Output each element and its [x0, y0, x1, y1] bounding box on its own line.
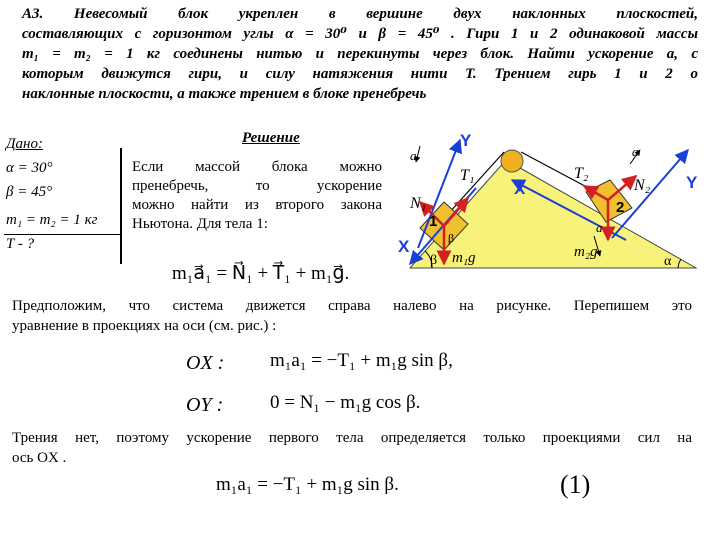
label-n1: N₁ — [410, 195, 427, 212]
given-divider-vertical — [120, 148, 122, 264]
label-x-mid: X — [514, 179, 526, 198]
solution-line: можно найти из второго закона — [132, 197, 382, 213]
equation-number: (1) — [560, 470, 591, 499]
paragraph-line: Трения нет, поэтому ускорение первого тела определяется только проекциями сил на — [12, 430, 692, 446]
paragraph-line: Предположим, что система движется справа налево на рисунке. Перепишем это — [12, 298, 692, 314]
given-beta: β = 45° — [6, 184, 53, 200]
solution-line: пренебречь, то ускорение — [132, 178, 382, 194]
given-alpha: α = 30° — [6, 160, 53, 176]
label-m1g: m₁g — [452, 250, 476, 266]
label-t1: T₁ — [460, 167, 475, 184]
paragraph-no-friction — [12, 428, 692, 468]
paragraph-line: уравнение в проекциях на оси (см. рис.) : — [12, 318, 277, 334]
given-title: Дано: — [6, 136, 43, 152]
paragraph-line: ось OX . — [12, 450, 67, 466]
solution-line: Если массой блока можно — [132, 159, 382, 175]
label-n2: N₂ — [634, 177, 651, 194]
newton-equation: m₁a⃗₁ = N⃗₁ + T⃗₁ + m₁g⃗. — [172, 263, 350, 284]
problem-statement — [22, 4, 698, 104]
label-a-down: a — [596, 220, 603, 235]
problem-line: составляющих с горизонтом углы α = 30⁰ и β = 45⁰ . Гири 1 и 2 одинаковой массы — [22, 26, 698, 42]
label-t2: T₂ — [574, 165, 589, 182]
inclined-planes-figure — [396, 128, 714, 286]
pulley — [501, 150, 523, 172]
accel-left-arrow — [416, 146, 420, 162]
label-body-1: 1 — [429, 213, 438, 230]
y-axis-right — [612, 150, 688, 238]
ox-label: OX : — [186, 352, 225, 374]
label-a-right: a — [632, 144, 639, 159]
oy-equation: 0 = N₁ − m₁g cos β. — [270, 392, 421, 413]
problem-line: которым движутся гири, и силу натяжения нити T. Трением гирь 1 и 2 о — [22, 66, 698, 82]
label-a-left: a — [410, 148, 417, 163]
solution-text — [132, 158, 382, 234]
label-body-2: 2 — [616, 199, 625, 216]
solution-line: Ньютона. Для тела 1: — [132, 216, 268, 232]
solution-title: Решение — [242, 130, 300, 146]
label-alpha: α — [664, 254, 672, 269]
given-find: T - ? — [6, 236, 35, 252]
oy-label: OY : — [186, 394, 224, 416]
given-masses: m₁ = m₂ = 1 кг — [6, 212, 98, 228]
label-y-left: Y — [460, 131, 472, 150]
label-m2g: m₂g — [574, 244, 598, 260]
final-equation: m₁a₁ = −T₁ + m₁g sin β. — [216, 474, 399, 495]
label-beta-corner: β — [430, 253, 438, 268]
paragraph-assumption — [12, 296, 692, 336]
given-divider-horizontal — [4, 234, 120, 235]
label-x-left: X — [398, 237, 410, 256]
given-block — [6, 132, 118, 256]
problem-line: наклонные плоскости, а также трением в блоке пренебречь — [22, 86, 427, 102]
problem-line: А3. Невесомый блок укреплен в вершине двух наклонных плоскостей, — [22, 6, 698, 22]
label-y-right: Y — [686, 173, 698, 192]
ox-equation: m₁a₁ = −T₁ + m₁g sin β, — [270, 350, 453, 371]
problem-line: m₁ = m₂ = 1 кг соединены нитью и перекинуты через блок. Найти ускорение a, с — [22, 46, 698, 62]
label-beta-block: β — [448, 231, 455, 245]
